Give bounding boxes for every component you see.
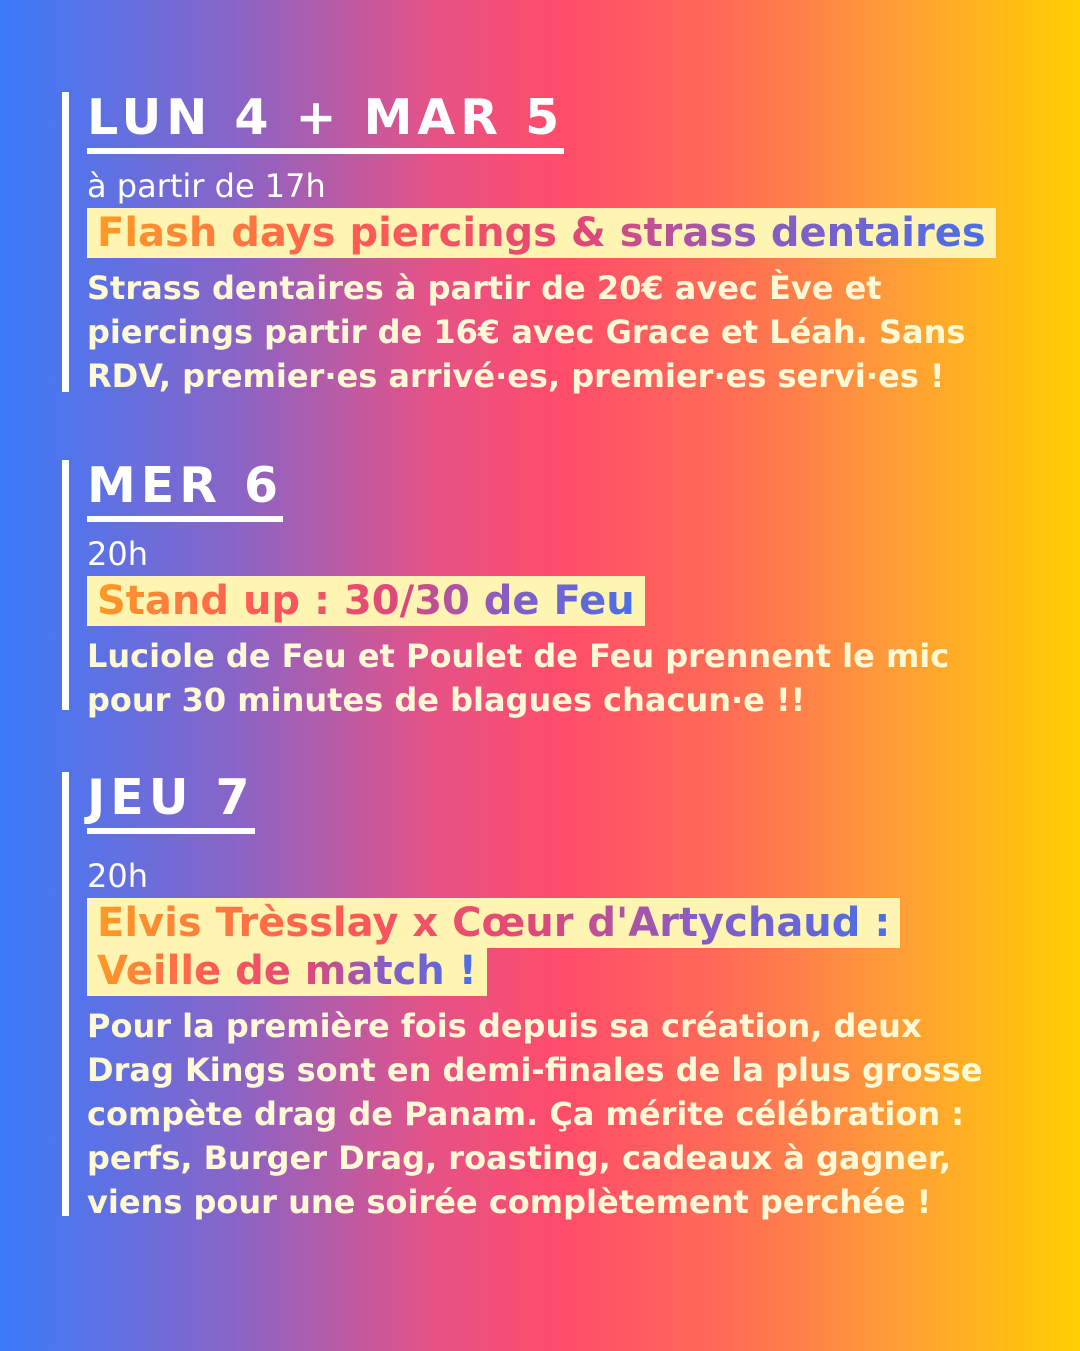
- description-line: RDV, premier·es arrivé·es, premier·es servi·es !: [87, 357, 945, 395]
- event-title-line: Veille de match !: [87, 946, 487, 996]
- description-line: pour 30 minutes de blagues chacun·e !!: [87, 681, 806, 719]
- description-line: Luciole de Feu et Poulet de Feu prennent le mic: [87, 637, 950, 675]
- description-line: Pour la première fois depuis sa création, deux: [87, 1007, 922, 1045]
- event-block-1: [62, 89, 996, 395]
- event-time: 20h: [87, 857, 148, 895]
- description-line: compète drag de Panam. Ça mérite célébration :: [87, 1095, 965, 1133]
- event-day: MER 6: [87, 460, 283, 522]
- event-description: [87, 266, 996, 398]
- description-line: viens pour une soirée complètement perchée !: [87, 1183, 932, 1221]
- event-title-line: Stand up : 30/30 de Feu: [87, 576, 645, 626]
- event-title: [87, 576, 949, 626]
- description-line: piercings partir de 16€ avec Grace et Léah. Sans: [87, 313, 966, 351]
- event-title-line: Flash days piercings & strass dentaires: [87, 208, 996, 258]
- event-title: [87, 208, 996, 258]
- event-block-3: [62, 769, 983, 1221]
- event-day: JEU 7: [87, 772, 255, 834]
- event-title: [87, 898, 982, 996]
- event-block-2: [62, 457, 950, 719]
- event-time: à partir de 17h: [87, 167, 326, 205]
- event-description: [87, 634, 949, 722]
- event-description: [87, 1004, 982, 1224]
- event-time: 20h: [87, 535, 148, 573]
- description-line: Strass dentaires à partir de 20€ avec Ève et: [87, 269, 882, 307]
- description-line: perfs, Burger Drag, roasting, cadeaux à gagner,: [87, 1139, 952, 1177]
- event-day: LUN 4 + MAR 5: [87, 92, 564, 154]
- description-line: Drag Kings sont en demi-finales de la plus grosse: [87, 1051, 983, 1089]
- event-title-line: Elvis Trèsslay x Cœur d'Artychaud :: [87, 898, 900, 948]
